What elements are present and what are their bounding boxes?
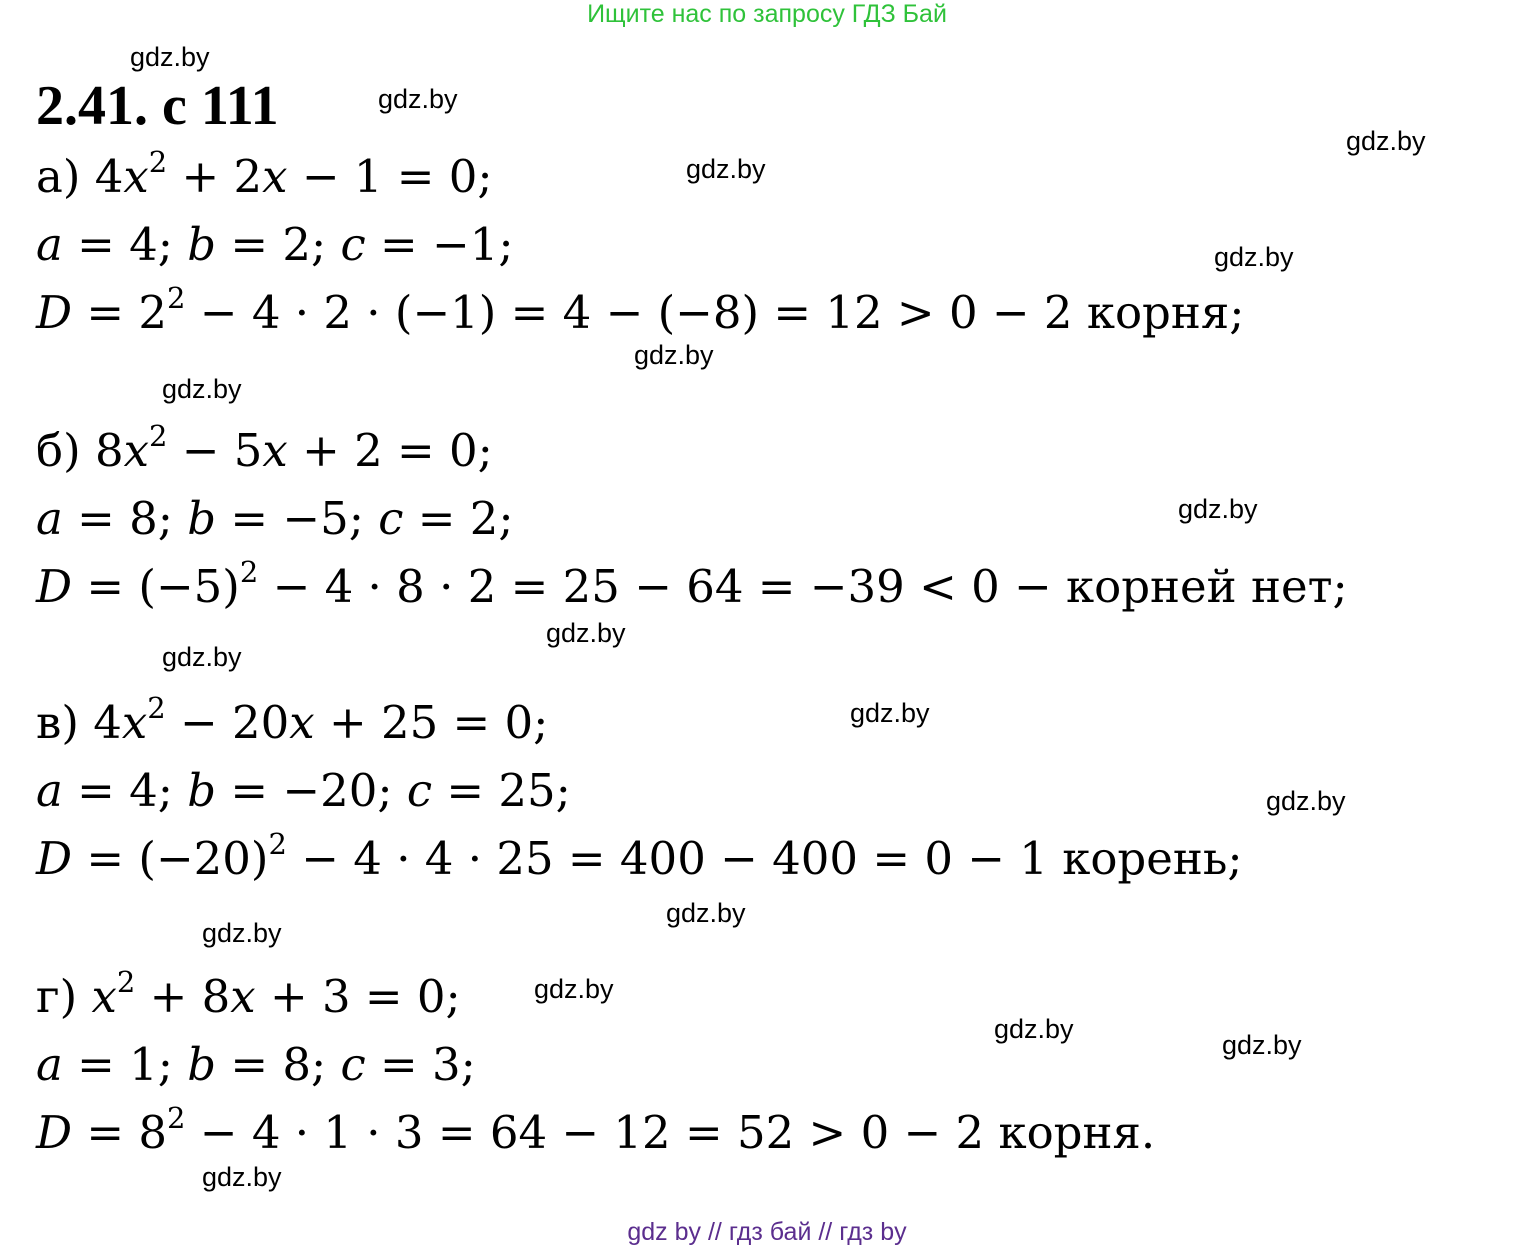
part-v-discriminant: $D = (-20)^2 - 4 \cdot 4 \cdot 25 = 400 - 400 = 0 - 1$ корень;	[36, 827, 1243, 885]
watermark: gdz.by	[162, 642, 242, 672]
watermark: gdz.by	[162, 374, 242, 404]
watermark: gdz.by	[534, 974, 614, 1004]
watermark: gdz.by	[202, 918, 282, 948]
search-banner: Ищите нас по запросу ГДЗ Бай	[587, 0, 947, 28]
part-b-coefficients: a = 8; b = −5; c = 2;	[36, 492, 514, 545]
watermark: gdz.by	[1266, 786, 1346, 816]
part-g-equation: г) $x^2 + 8x + 3 = 0$;	[36, 965, 461, 1023]
watermark: gdz.by	[666, 898, 746, 928]
part-g-coefficients: a = 1; b = 8; c = 3;	[36, 1038, 476, 1091]
watermark: gdz.by	[130, 42, 210, 72]
part-b-discriminant: $D = (-5)^2 - 4 \cdot 8 \cdot 2 = 25 - 64 = -39 < 0$ − корней нет;	[36, 555, 1348, 613]
watermark: gdz.by	[1346, 126, 1426, 156]
watermark: gdz.by	[994, 1014, 1074, 1044]
part-a-discriminant: $D = 2^2 - 4 \cdot 2 \cdot (-1) = 4 - (-8) = 12 > 0 - 2$ корня;	[36, 281, 1245, 339]
part-a-equation: а) $4x^2 + 2x - 1 = 0$;	[36, 145, 493, 203]
watermark: gdz.by	[1214, 242, 1294, 272]
part-v-equation: в) $4x^2 - 20x + 25 = 0$;	[36, 691, 549, 749]
part-b-equation: б) $8x^2 - 5x + 2 = 0$;	[36, 419, 493, 477]
footer-links: gdz by // гдз бай // гдз by	[627, 1218, 907, 1246]
watermark: gdz.by	[686, 154, 766, 184]
watermark: gdz.by	[634, 340, 714, 370]
watermark: gdz.by	[1178, 494, 1258, 524]
watermark: gdz.by	[1222, 1030, 1302, 1060]
part-a-coefficients: a = 4; b = 2; c = −1;	[36, 218, 514, 271]
watermark: gdz.by	[850, 698, 930, 728]
watermark: gdz.by	[546, 618, 626, 648]
part-g-discriminant: $D = 8^2 - 4 \cdot 1 \cdot 3 = 64 - 12 = 52 > 0 - 2$ корня.	[36, 1101, 1156, 1159]
part-v-coefficients: a = 4; b = −20; c = 25;	[36, 764, 571, 817]
watermark: gdz.by	[202, 1162, 282, 1192]
watermark: gdz.by	[378, 84, 458, 114]
exercise-title: 2.41. с 111	[36, 75, 279, 137]
